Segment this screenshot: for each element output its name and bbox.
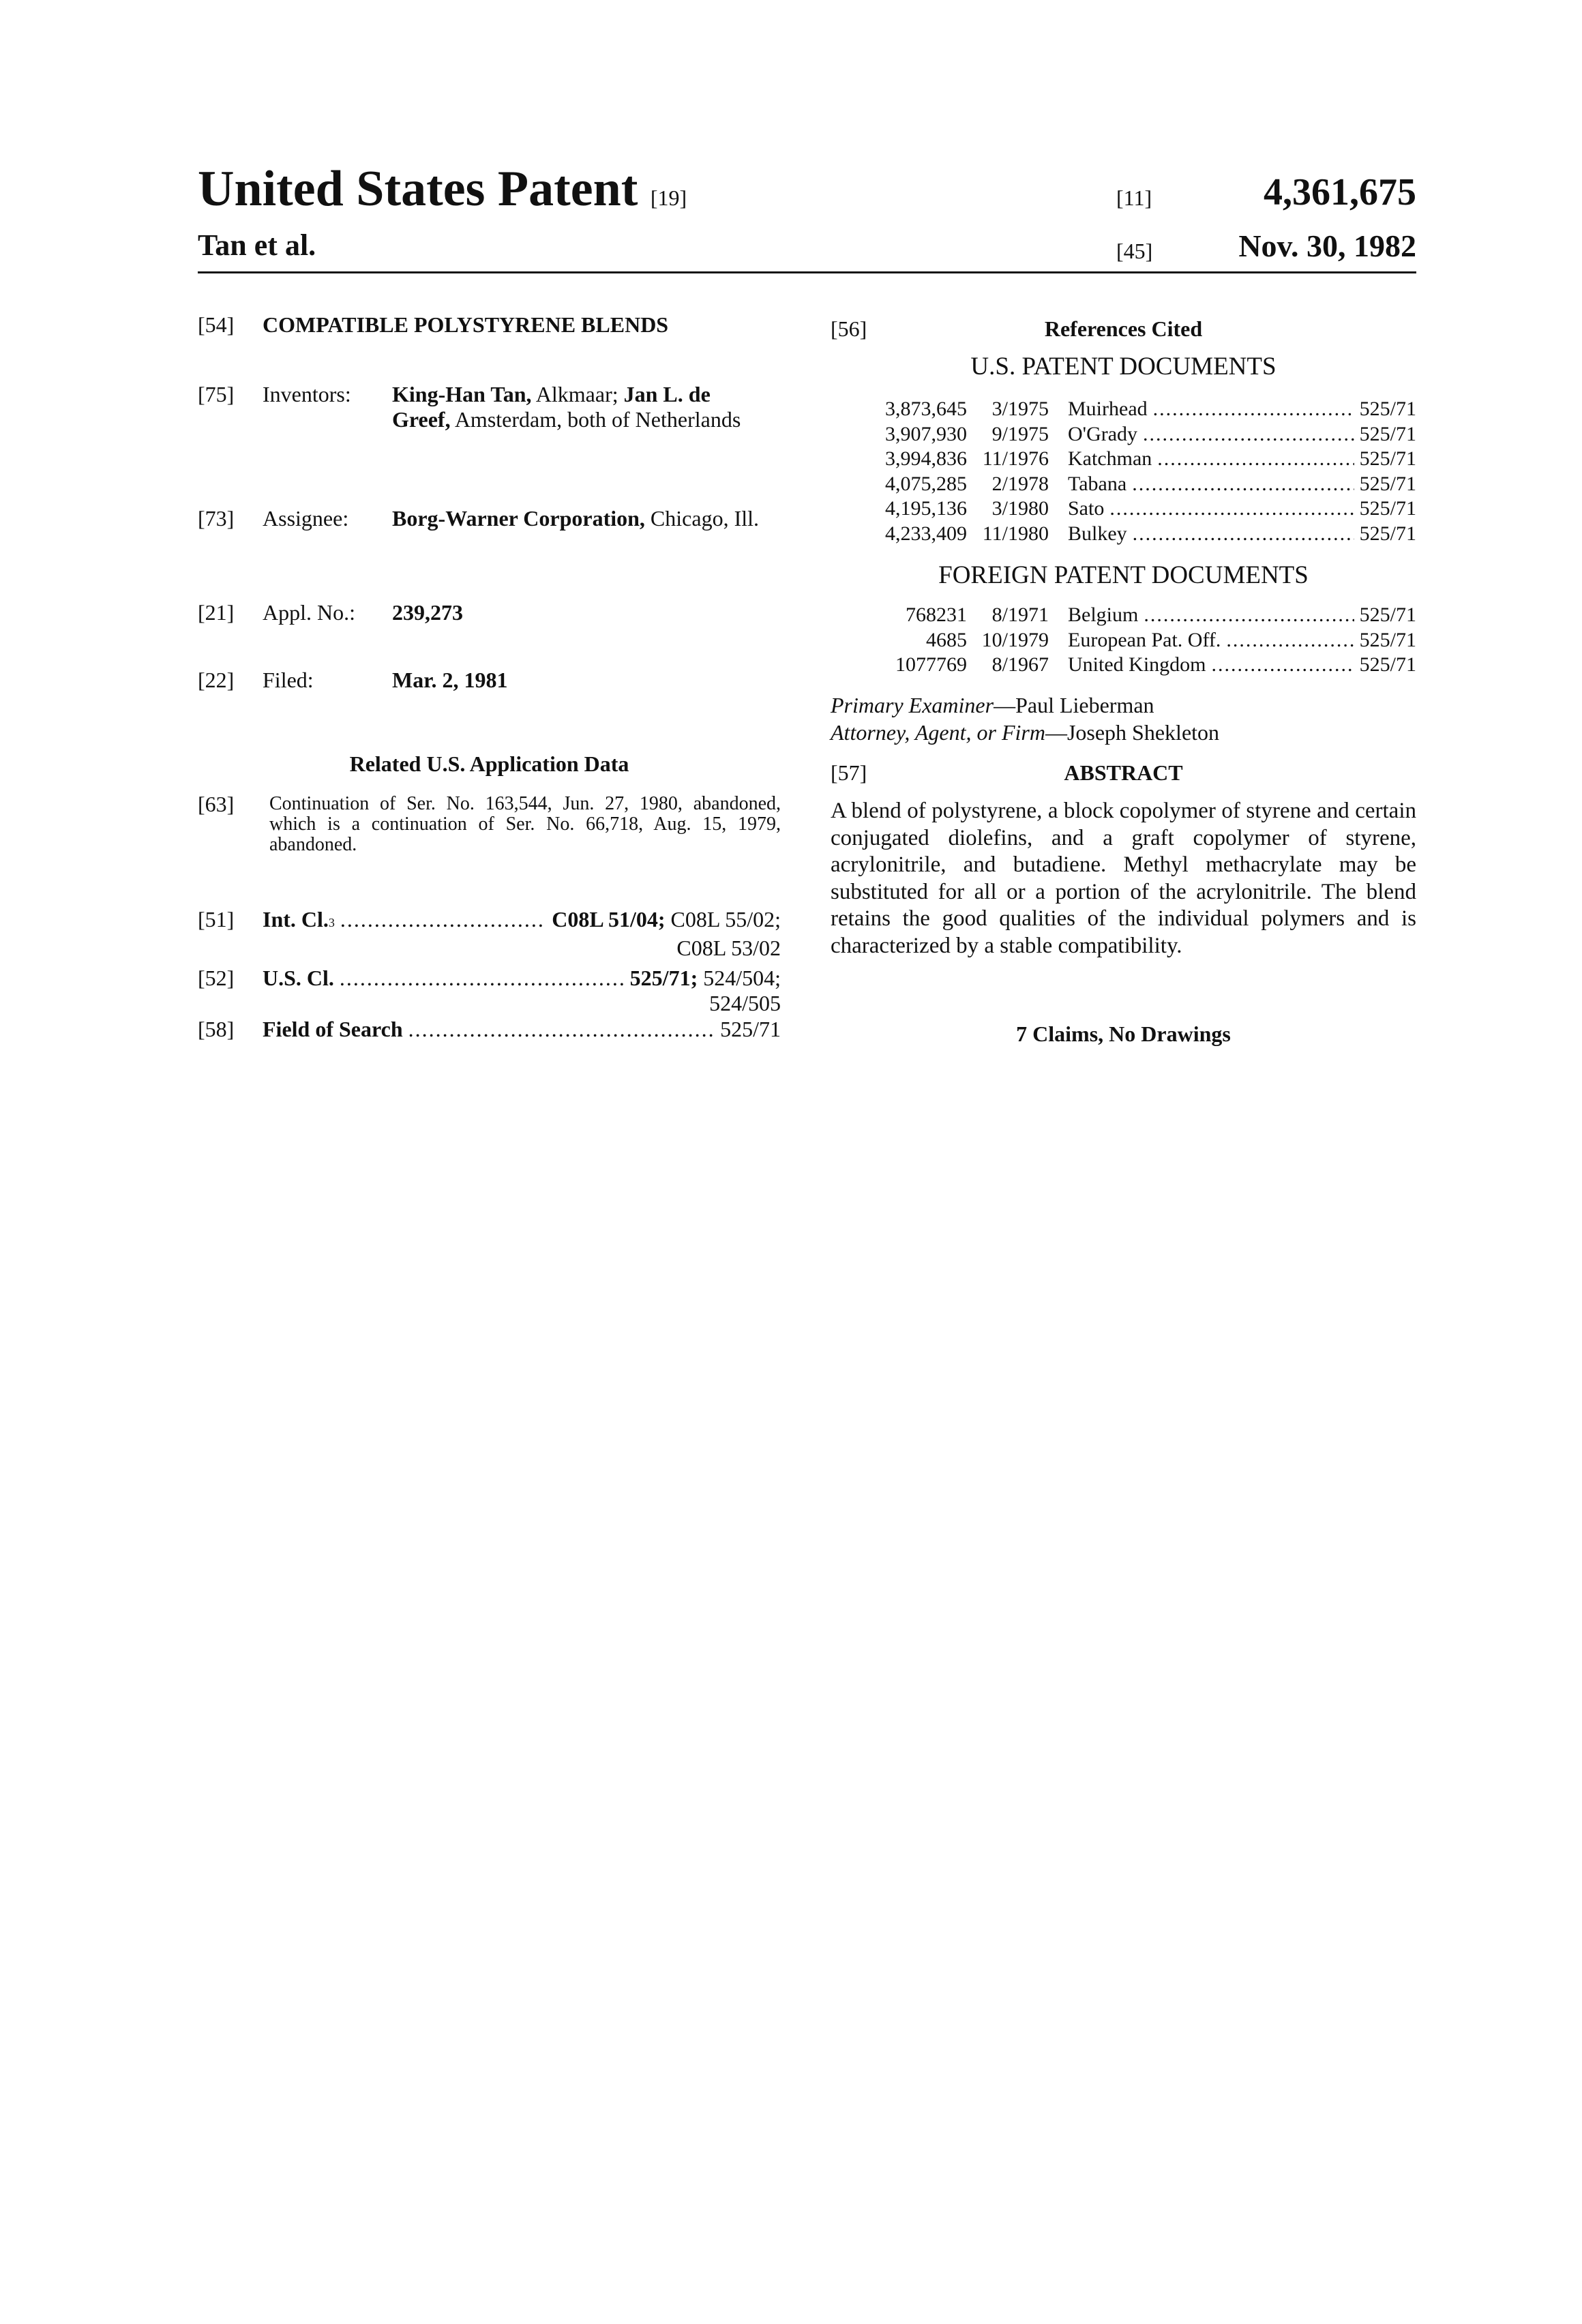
- ref-date: 9/1975: [967, 422, 1049, 447]
- ref-date: 8/1971: [967, 603, 1049, 628]
- int-cl-value: C08L 51/04;: [552, 907, 665, 932]
- ref-date: 2/1978: [967, 472, 1049, 497]
- us-docs-heading: U.S. PATENT DOCUMENTS: [831, 352, 1416, 381]
- ref-name: Tabana: [1068, 472, 1126, 497]
- us-cl-value: 524/505: [198, 991, 781, 1016]
- patent-date: Nov. 30, 1982: [1238, 228, 1416, 264]
- assignee-value: [392, 506, 788, 531]
- ref-date: 10/1979: [967, 628, 1049, 653]
- ref-name: Muirhead: [1068, 397, 1148, 422]
- leader-dots: [1153, 397, 1354, 422]
- entry-label: U.S. Cl.: [263, 966, 334, 991]
- ref-name: O'Grady: [1068, 422, 1137, 447]
- entry-label: Field of Search: [263, 1017, 403, 1042]
- leader-dots: [1143, 422, 1354, 447]
- reference-row: [831, 472, 1416, 497]
- ref-name: Katchman: [1068, 447, 1152, 472]
- foreign-docs-list: [831, 603, 1416, 678]
- ref-date: 11/1980: [967, 522, 1049, 547]
- entry-code: [73]: [198, 506, 234, 531]
- reference-row: [831, 628, 1416, 653]
- field-value: 525/71: [720, 1017, 781, 1042]
- ref-number: 3,873,645: [831, 397, 967, 422]
- document-title: [198, 160, 687, 218]
- int-cl-value: C08L 55/02;: [666, 907, 781, 932]
- ref-class: 525/71: [1360, 603, 1416, 628]
- entry-label: Int. Cl.: [263, 907, 329, 932]
- ref-name: Sato: [1068, 496, 1104, 522]
- int-cl-value: C08L 53/02: [198, 936, 781, 961]
- us-cl-value: 524/504;: [698, 966, 781, 991]
- ref-date: 3/1975: [967, 397, 1049, 422]
- filed-entry: [198, 668, 781, 695]
- leader-dots: [1157, 447, 1354, 472]
- ref-class: 525/71: [1360, 653, 1416, 678]
- us-cl-entry: [198, 966, 781, 1016]
- entry-code: [54]: [198, 312, 234, 338]
- entry-code: [75]: [198, 382, 234, 407]
- entry-label: Inventors:: [263, 382, 351, 407]
- ref-name: Bulkey: [1068, 522, 1127, 547]
- examiner-name: —Paul Lieberman: [994, 693, 1154, 717]
- superscript: 3: [329, 910, 335, 936]
- continuation-entry: [198, 794, 781, 869]
- filed-date: Mar. 2, 1981: [392, 668, 781, 693]
- inventor-name: King-Han Tan,: [392, 382, 532, 406]
- title-code: [19]: [651, 185, 687, 210]
- us-docs-list: [831, 397, 1416, 546]
- assignee-entry: [198, 506, 781, 561]
- attorney: [831, 720, 1219, 745]
- ref-number: 4685: [831, 628, 967, 653]
- leader-dots: [340, 966, 625, 991]
- ref-number: 4,233,409: [831, 522, 967, 547]
- ref-number: 1077769: [831, 653, 967, 678]
- entry-label: Assignee:: [263, 506, 348, 531]
- title-entry: [198, 312, 781, 340]
- leader-dots: [1212, 653, 1354, 678]
- ref-class: 525/71: [1360, 628, 1416, 653]
- continuation-text: Continuation of Ser. No. 163,544, Jun. 27, 1980, abandoned, which is a continuation of Ser. No. 66,718, Aug. 15, 1979, abandoned.: [269, 794, 781, 855]
- reference-row: [831, 447, 1416, 472]
- ref-number: 3,907,930: [831, 422, 967, 447]
- entry-code: [58]: [198, 1017, 263, 1042]
- examiner-label: Primary Examiner: [831, 693, 994, 717]
- ref-class: 525/71: [1360, 522, 1416, 547]
- leader-dots: [340, 907, 546, 932]
- ref-class: 525/71: [1360, 447, 1416, 472]
- related-heading: Related U.S. Application Data: [198, 751, 781, 777]
- ref-number: 4,195,136: [831, 496, 967, 522]
- inventor-place: Amsterdam, both of Netherlands: [451, 407, 741, 432]
- leader-dots: [1133, 522, 1354, 547]
- date-code: [45]: [1116, 239, 1152, 264]
- ref-name: Belgium: [1068, 603, 1138, 628]
- ref-date: 11/1976: [967, 447, 1049, 472]
- abstract-heading: ABSTRACT: [831, 760, 1416, 786]
- ref-number: 4,075,285: [831, 472, 967, 497]
- entry-code: [52]: [198, 966, 263, 991]
- ref-class: 525/71: [1360, 422, 1416, 447]
- ref-number: 768231: [831, 603, 967, 628]
- entry-code: [63]: [198, 794, 234, 814]
- reference-row: [831, 397, 1416, 422]
- reference-row: [831, 653, 1416, 678]
- ref-date: 8/1967: [967, 653, 1049, 678]
- refs-code: [56]: [831, 316, 867, 342]
- inventors-value: [392, 382, 774, 432]
- attorney-name: —Joseph Shekleton: [1045, 720, 1219, 745]
- ref-class: 525/71: [1360, 472, 1416, 497]
- entry-code: [21]: [198, 600, 234, 625]
- reference-row: [831, 422, 1416, 447]
- entry-code: [22]: [198, 668, 234, 693]
- inventor-name: Jan L. de Greef,: [392, 382, 711, 432]
- patent-number: 4,361,675: [1264, 170, 1416, 214]
- abstract-code: [57]: [831, 760, 867, 786]
- field-entry: [198, 1017, 781, 1042]
- leader-dots: [1132, 472, 1354, 497]
- patent-number-code: [11]: [1116, 185, 1152, 211]
- ref-name: United Kingdom: [1068, 653, 1206, 678]
- leader-dots: [408, 1017, 715, 1042]
- ref-class: 525/71: [1360, 496, 1416, 522]
- foreign-docs-heading: FOREIGN PATENT DOCUMENTS: [831, 561, 1416, 590]
- int-cl-entry: [198, 907, 781, 961]
- examiner: [831, 693, 1154, 718]
- inventors-entry: [198, 382, 781, 464]
- leader-dots: [1109, 496, 1354, 522]
- title-text: United States Patent: [198, 161, 638, 217]
- assignee-name: Borg-Warner Corporation,: [392, 506, 645, 531]
- ref-name: European Pat. Off.: [1068, 628, 1221, 653]
- entry-label: Appl. No.:: [263, 600, 355, 625]
- entry-code: [51]: [198, 907, 263, 932]
- us-cl-value: 525/71;: [630, 966, 698, 991]
- abstract-text: A blend of polystyrene, a block copolymer of styrene and certain conjugated diolefins, and a graft copolymer of styrene, acrylonitrile, and butadiene. Methyl methacrylate may be substituted for all or a portion of the acrylonitrile. The blend retains the good qualities of the individual polymers and is characterized by a stable compatibility.: [831, 798, 1416, 959]
- leader-dots: [1226, 628, 1354, 653]
- refs-heading: References Cited: [831, 316, 1416, 342]
- header-rule: [198, 271, 1416, 273]
- assignee-place: Chicago, Ill.: [645, 506, 759, 531]
- invention-title: COMPATIBLE POLYSTYRENE BLENDS: [263, 312, 668, 338]
- ref-class: 525/71: [1360, 397, 1416, 422]
- appl-number: 239,273: [392, 600, 781, 625]
- attorney-label: Attorney, Agent, or Firm: [831, 720, 1045, 745]
- entry-label: Filed:: [263, 668, 314, 693]
- leader-dots: [1144, 603, 1354, 628]
- reference-row: [831, 603, 1416, 628]
- reference-row: [831, 522, 1416, 547]
- authors: Tan et al.: [198, 228, 316, 263]
- ref-number: 3,994,836: [831, 447, 967, 472]
- appl-entry: [198, 600, 781, 627]
- ref-date: 3/1980: [967, 496, 1049, 522]
- inventor-place: Alkmaar;: [532, 382, 624, 406]
- claims-summary: 7 Claims, No Drawings: [831, 1022, 1416, 1047]
- reference-row: [831, 496, 1416, 522]
